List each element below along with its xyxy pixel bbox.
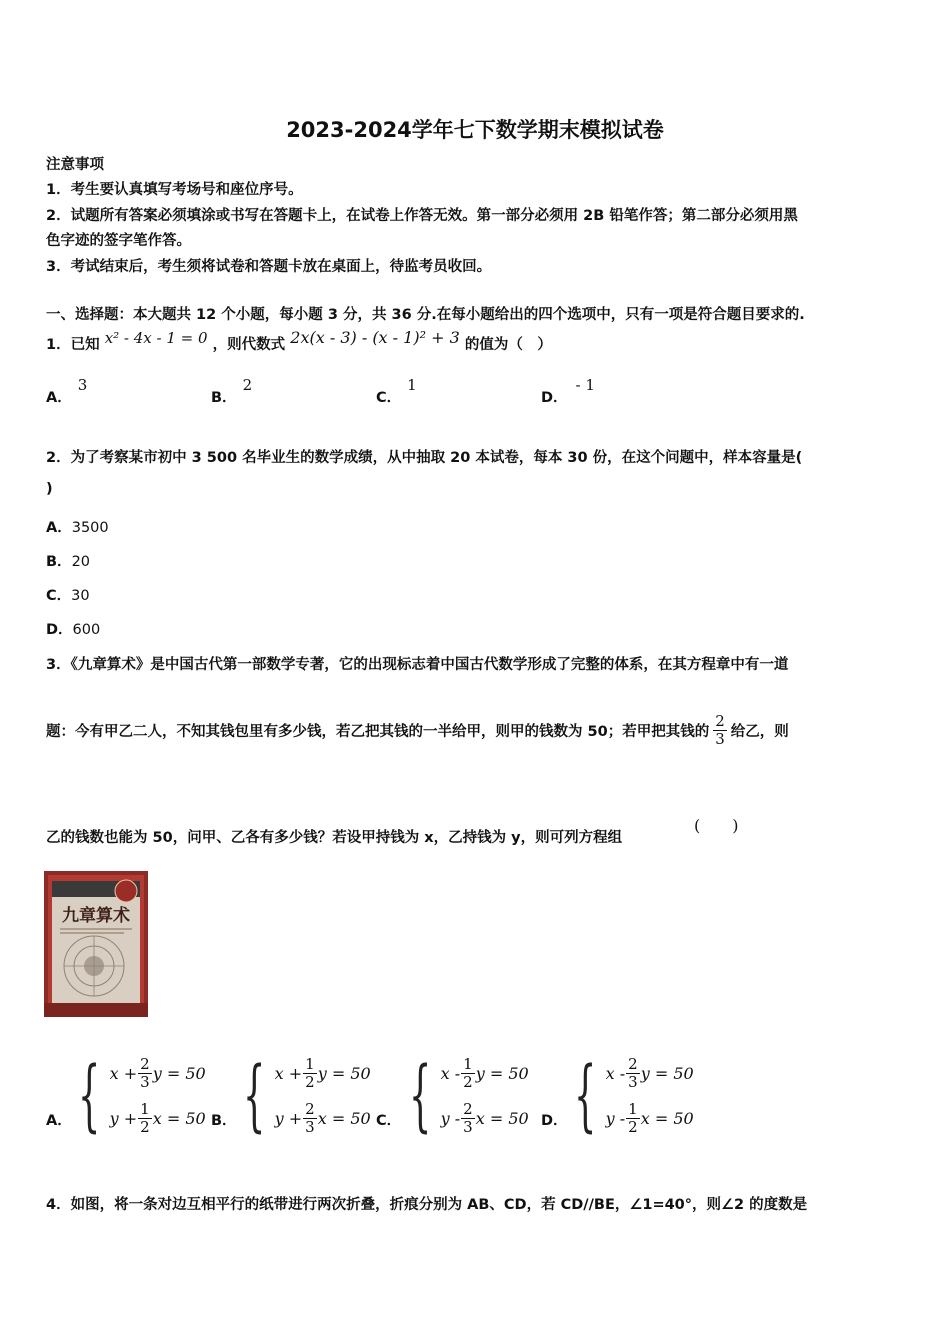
q1-option-a: A．3 xyxy=(46,376,88,406)
notice-item: 3．考试结束后，考生须将试卷和答题卡放在桌面上，待监考员收回。 xyxy=(46,259,492,275)
page-title: 2023-2024学年七下数学期末模拟试卷 xyxy=(286,118,664,142)
q1-expression: 2x(x - 3) - (x - 1)² + 3 xyxy=(290,328,460,347)
q3-option-d-label: D． xyxy=(541,1113,568,1129)
q3-answer-paren: ( ) xyxy=(694,816,739,835)
q2-text: 2．为了考察某市初中 3 500 名毕业生的数学成绩，从中抽取 20 本试卷，每本 30 份，在这个问题中，样本容量是( xyxy=(46,450,803,466)
section-heading: 一、选择题：本大题共 12 个小题，每小题 3 分，共 36 分.在每小题给出的四个选项中，只有一项是符合题目要求的. xyxy=(46,307,805,323)
notice-heading: 注意事项 xyxy=(46,157,104,173)
q3-option-b-system: { x + $\frac{1}{2}$ y = 50 y + $\frac{2}{3}$ x = 50 xyxy=(243,1051,371,1141)
brace-icon: { xyxy=(78,1051,101,1141)
q1-mid: ，则代数式 xyxy=(212,337,286,353)
q2-option-c: C．30 xyxy=(46,588,90,604)
q3-option-b-label: B． xyxy=(211,1113,237,1129)
brace-icon: { xyxy=(574,1051,597,1141)
brace-icon: { xyxy=(243,1051,266,1141)
notice-item: 1．考生要认真填写考场号和座位序号。 xyxy=(46,182,303,198)
book-cover-image xyxy=(44,871,148,1017)
q1-option-d: D．- 1 xyxy=(541,376,595,406)
q3-text: 3．《九章算术》是中国古代第一部数学专著，它的出现标志着中国古代数学形成了完整的体系，在其方程章中有一道 xyxy=(46,657,789,673)
fraction-two-thirds: $\frac{2}{3}$ xyxy=(715,712,725,748)
q1-condition: x² - 4x - 1 = 0 xyxy=(104,329,208,347)
question-1 xyxy=(46,328,552,354)
q3-option-c-label: C． xyxy=(376,1113,402,1129)
q1-suffix: 的值为（ ） xyxy=(464,337,552,353)
book-title: 九章算术 xyxy=(62,906,130,926)
q1-prefix: 1．已知 xyxy=(46,337,100,353)
q1-option-b: B．2 xyxy=(211,376,253,406)
notice-item: 色字迹的签字笔作答。 xyxy=(46,233,191,249)
q4-text: 4．如图，将一条对边互相平行的纸带进行两次折叠，折痕分别为 AB、CD，若 CD//BE，∠1=40°，则∠2 的度数是 xyxy=(46,1197,808,1213)
q3-text-line2: 题：今有甲乙二人，不知其钱包里有多少钱，若乙把其钱的一半给甲，则甲的钱数为 50；若甲把其钱的 $\frac{2}{3}$ 给乙，则 xyxy=(46,712,789,748)
q3-option-a-system: { x + $\frac{2}{3}$ y = 50 y + $\frac{1}{2}$ x = 50 xyxy=(78,1051,206,1141)
q2-option-b: B．20 xyxy=(46,554,91,570)
q1-option-c: C．1 xyxy=(376,376,417,406)
q3-option-a-label: A． xyxy=(46,1113,72,1129)
brace-icon: { xyxy=(409,1051,432,1141)
q2-text-cont: ) xyxy=(46,481,53,497)
q2-option-a: A．3500 xyxy=(46,520,109,536)
notice-item: 2．试题所有答案必须填涂或书写在答题卡上，在试卷上作答无效。第一部分必须用 2B 铅笔作答；第二部分必须用黑 xyxy=(46,208,798,224)
q3-text-line3: 乙的钱数也能为 50，问甲、乙各有多少钱？若设甲持钱为 x，乙持钱为 y，则可列方程组 xyxy=(46,830,623,846)
q3-option-d-system: { x - $\frac{2}{3}$ y = 50 y - $\frac{1}{2}$ x = 50 xyxy=(574,1051,694,1141)
q3-option-c-system: { x - $\frac{1}{2}$ y = 50 y - $\frac{2}{3}$ x = 50 xyxy=(409,1051,529,1141)
q2-option-d: D．600 xyxy=(46,622,101,638)
